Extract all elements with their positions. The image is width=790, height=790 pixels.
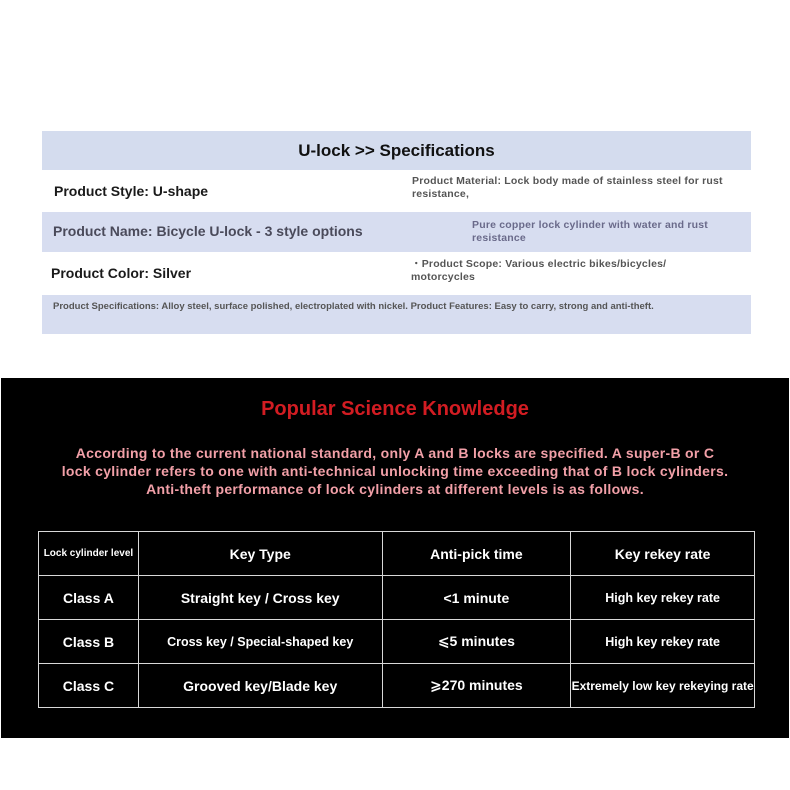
table-row	[39, 620, 755, 664]
cell-key-type: Straight key / Cross key	[138, 576, 382, 620]
science-text: According to the current national standard, only A and B locks are specified. A super-B or C lock cylinder refers to one with anti-technical unlocking time exceeding that of B lock cylinders. Anti-theft performance of lock cylinders at different levels is as follows.	[61, 445, 729, 497]
popular-science-panel	[1, 378, 789, 738]
cell-class: Class C	[39, 664, 139, 708]
table-row	[39, 664, 755, 708]
product-name: Product Name: Bicycle U-lock - 3 style options	[53, 223, 363, 239]
cell-rekey-rate: High key rekey rate	[571, 620, 755, 664]
cell-anti-pick: ⩾270 minutes	[382, 664, 571, 708]
cell-key-type: Cross key / Special-shaped key	[138, 620, 382, 664]
table-row	[39, 576, 755, 620]
lock-cylinder-note: Pure copper lock cylinder with water and rust resistance	[472, 219, 708, 244]
cell-anti-pick: ⩽5 minutes	[382, 620, 571, 664]
spec-row-color	[42, 252, 751, 295]
cell-key-type: Grooved key/Blade key	[138, 664, 382, 708]
cell-anti-pick: <1 minute	[382, 576, 571, 620]
product-specifications: Product Specifications: Alloy steel, surface polished, electroplated with nickel. Product Features: Easy to carry, strong and anti-theft.	[53, 301, 654, 312]
science-title: Popular Science Knowledge	[261, 398, 529, 420]
product-scope: ・Product Scope: Various electric bikes/bicycles/ motorcycles	[411, 258, 667, 283]
product-color: Product Color: Silver	[51, 265, 192, 281]
spec-table	[42, 131, 751, 334]
cell-rekey-rate: High key rekey rate	[571, 576, 755, 620]
cell-class: Class B	[39, 620, 139, 664]
spec-row-name	[42, 212, 751, 252]
spec-title: U-lock >> Specifications	[42, 131, 751, 170]
spec-row-specifications	[42, 295, 751, 334]
table-header-row	[39, 532, 755, 576]
header-level: Lock cylinder level	[39, 532, 139, 576]
product-material: Product Material: Lock body made of stainless steel for rust resistance,	[412, 175, 723, 200]
header-anti-pick: Anti-pick time	[382, 532, 571, 576]
spec-row-style	[42, 170, 751, 212]
header-rekey-rate: Key rekey rate	[571, 532, 755, 576]
lock-level-table	[38, 531, 755, 708]
cell-rekey-rate: Extremely low key rekeying rate	[571, 664, 755, 708]
cell-class: Class A	[39, 576, 139, 620]
product-style: Product Style: U-shape	[54, 183, 209, 199]
header-key-type: Key Type	[138, 532, 382, 576]
